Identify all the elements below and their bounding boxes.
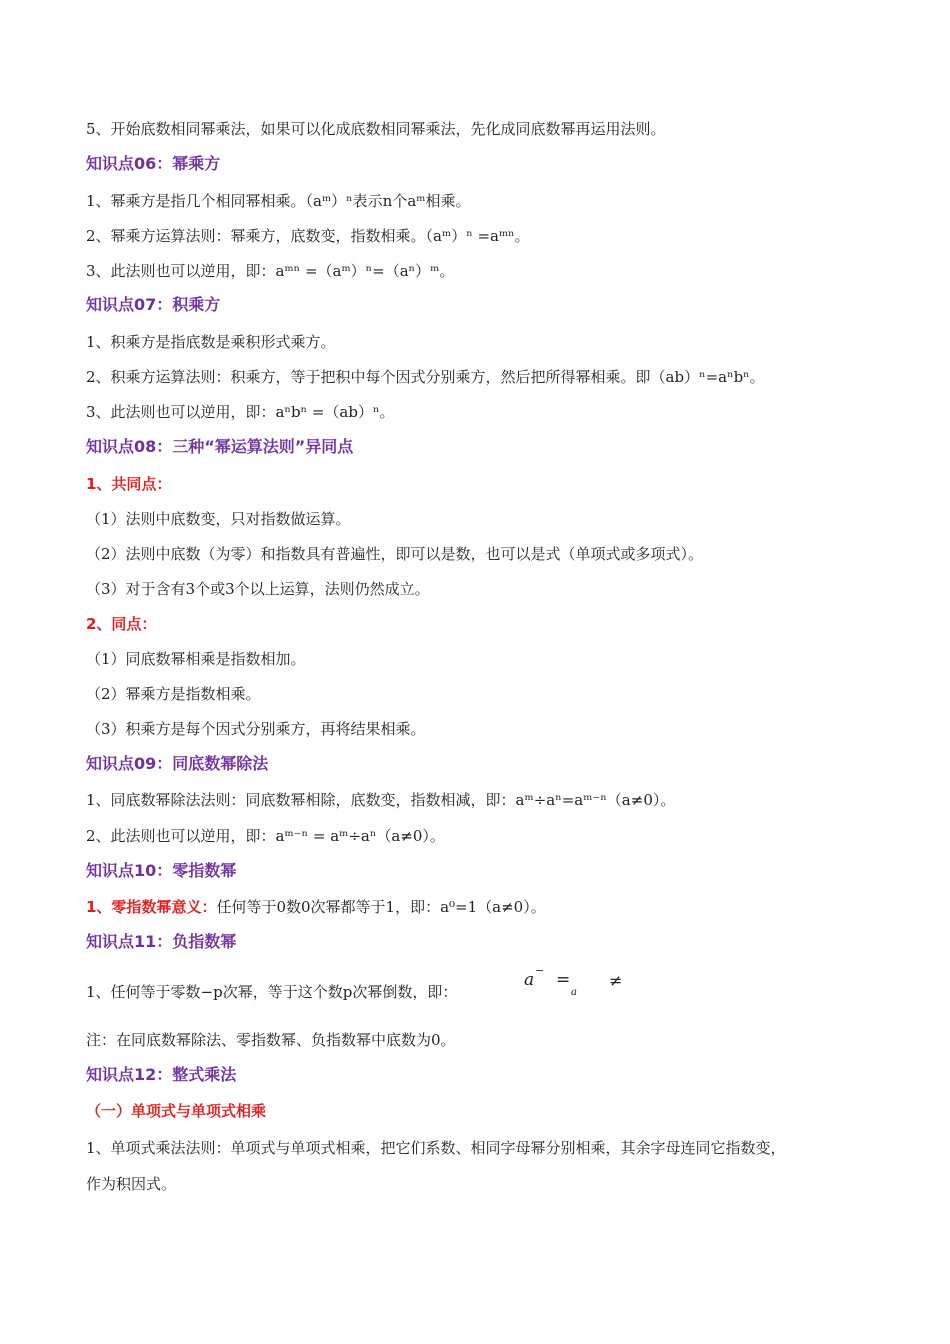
formula-base-a: a (524, 970, 535, 990)
heading-knowledge-07: 知识点07：积乘方 (86, 295, 221, 314)
subheading-monomial-multiplication: （一）单项式与单项式相乘 (86, 1102, 267, 1120)
text-line-08-4: （1）同底数幂相乘是指数相加。 (86, 650, 306, 668)
text-line-10-1 (86, 897, 546, 917)
text-line-08-5: （2）幂乘方是指数相乘。 (86, 685, 261, 703)
text-line-11-1: 1、任何等于零数−p次幂，等于这个数p次幂倒数，即： (86, 983, 458, 1001)
text-line-07-2: 2、积乘方运算法则：积乘方，等于把积中每个因式分别乘方，然后把所得幂相乘。即（ab）ⁿ=aⁿbⁿ。 (86, 368, 765, 386)
text-line-08-6: （3）积乘方是每个因式分别乘方，再将结果相乘。 (86, 720, 426, 738)
text-line-06-1: 1、幂乘方是指几个相同幂相乘。（aᵐ）ⁿ表示n个aᵐ相乘。 (86, 192, 471, 210)
heading-knowledge-08: 知识点08：三种“幂运算法则”异同点 (86, 437, 354, 456)
text-line-12-2: 作为积因式。 (86, 1175, 177, 1193)
text-line-06-3: 3、此法则也可以逆用，即：aᵐⁿ =（aᵐ）ⁿ=（aⁿ）ᵐ。 (86, 262, 455, 280)
text-line-11-note: 注：在同底数幂除法、零指数幂、负指数幂中底数为0。 (86, 1031, 456, 1049)
text-line-rule-5: 5、开始底数相同幂乘法，如果可以化成底数相同幂乘法，先化成同底数幂再运用法则。 (86, 120, 666, 138)
text-line-08-1: （1）法则中底数变，只对指数做运算。 (86, 510, 351, 528)
formula-negative-sign: − (535, 964, 545, 977)
text-line-12-1: 1、单项式乘法法则：单项式与单项式相乘，把它们系数、相同字母幂分别相乘，其余字母连同它指数变， (86, 1139, 786, 1157)
text-line-08-2: （2）法则中底数（为零）和指数具有普遍性，即可以是数，也可以是式（单项式或多项式）。 (86, 545, 704, 563)
text-line-07-1: 1、积乘方是指底数是乘积形式乘方。 (86, 333, 336, 351)
text-line-09-1: 1、同底数幂除法法则：同底数幂相除，底数变，指数相减，即：aᵐ÷aⁿ=aᵐ⁻ⁿ（a≠0）。 (86, 791, 676, 809)
subheading-differences: 2、同点： (86, 615, 157, 633)
zero-exponent-term: 1、零指数幂意义： (86, 898, 217, 916)
text-line-07-3: 3、此法则也可以逆用，即：aⁿbⁿ =（ab）ⁿ。 (86, 403, 395, 421)
formula-equals: = (556, 970, 571, 990)
zero-exponent-definition: 任何等于0数0次幂都等于1，即：a⁰=1（a≠0）。 (216, 898, 546, 916)
heading-knowledge-06: 知识点06：幂乘方 (86, 154, 221, 173)
subheading-common-points: 1、共同点： (86, 475, 172, 493)
formula-denominator-a: a (571, 987, 577, 998)
formula-not-equal: ≠ (609, 971, 623, 990)
text-line-06-2: 2、幂乘方运算法则：幂乘方，底数变，指数相乘。（aᵐ）ⁿ =aᵐⁿ。 (86, 227, 530, 245)
heading-knowledge-11: 知识点11：负指数幂 (86, 932, 237, 951)
heading-knowledge-12: 知识点12：整式乘法 (86, 1065, 237, 1084)
text-line-08-3: （3）对于含有3个或3个以上运算，法则仍然成立。 (86, 580, 430, 598)
heading-knowledge-09: 知识点09：同底数幂除法 (86, 754, 269, 773)
heading-knowledge-10: 知识点10：零指数幂 (86, 861, 237, 880)
text-line-09-2: 2、此法则也可以逆用，即：aᵐ⁻ⁿ = aᵐ÷aⁿ（a≠0）。 (86, 827, 445, 845)
